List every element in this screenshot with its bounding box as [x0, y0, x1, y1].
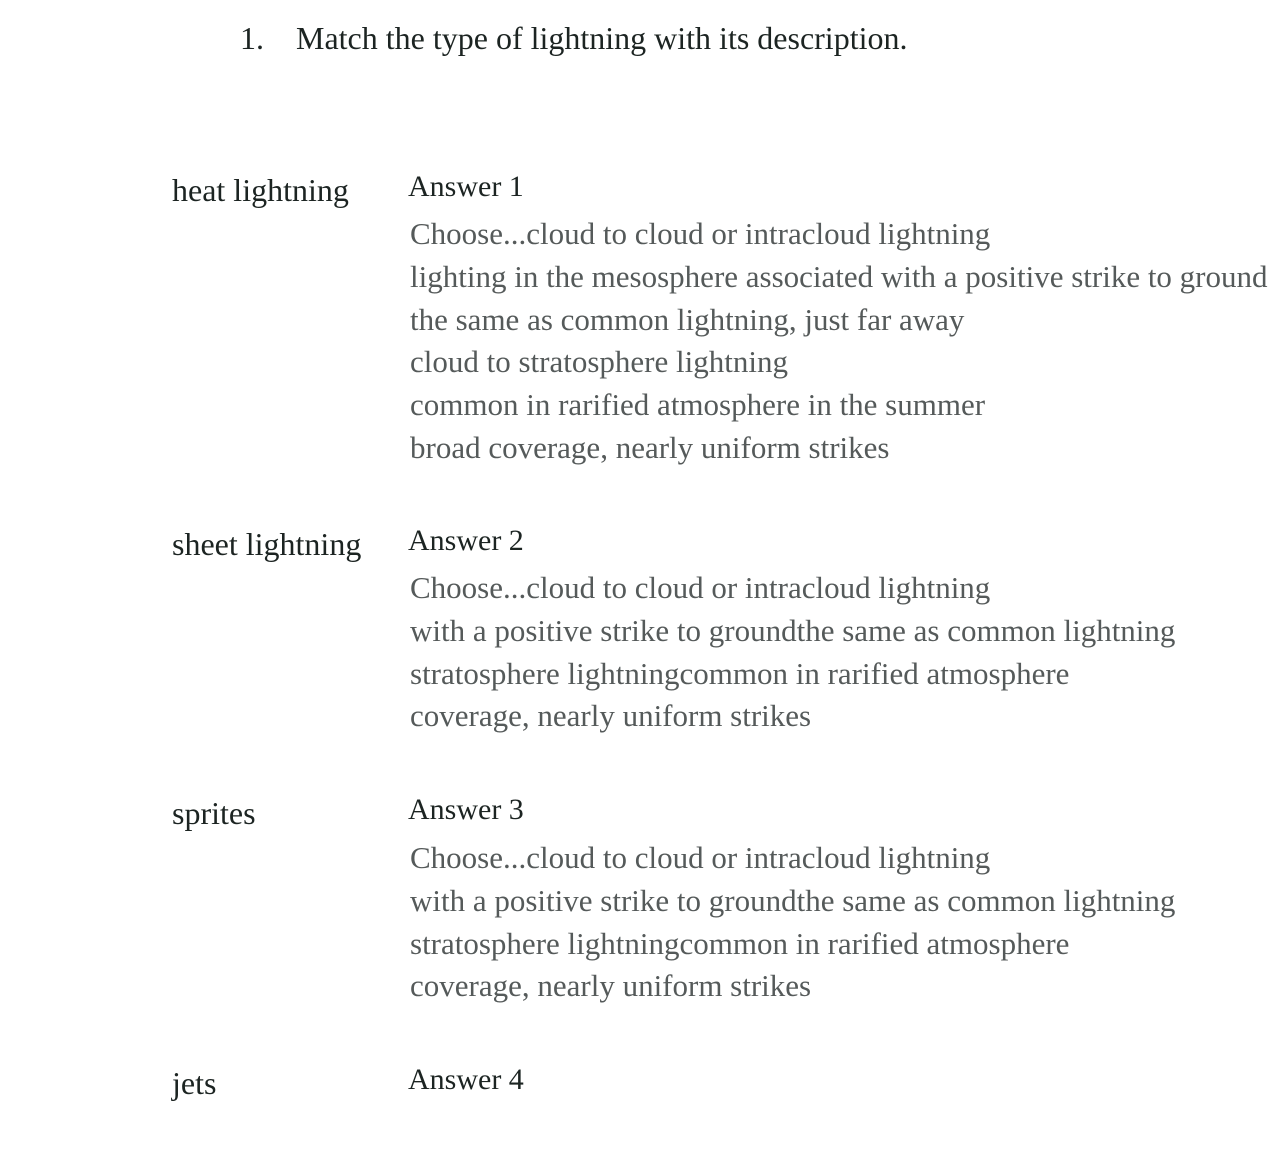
- question-text: Match the type of lightning with its description.: [296, 20, 908, 56]
- answer-2-label: Answer 2: [408, 524, 524, 557]
- answer-2-select[interactable]: [410, 567, 1176, 738]
- term-heat-lightning: heat lightning: [172, 172, 349, 208]
- answer-3-option[interactable]: coverage, nearly uniform strikes: [410, 968, 812, 1004]
- question-title: [240, 18, 907, 58]
- answer-1-option[interactable]: Choose...cloud to cloud or intracloud lightning: [410, 216, 991, 251]
- answer-1-option[interactable]: cloud to stratosphere lightning: [410, 344, 788, 380]
- term-jets: jets: [172, 1065, 217, 1101]
- answer-1-option[interactable]: broad coverage, nearly uniform strikes: [410, 429, 890, 465]
- answer-4-label: Answer 4: [408, 1063, 524, 1096]
- answer-2-option[interactable]: with a positive strike to groundthe same as common lightning: [410, 612, 1176, 648]
- answer-3-label: Answer 3: [408, 793, 524, 826]
- answer-3-select[interactable]: [410, 837, 1176, 1008]
- answer-3-option[interactable]: Choose...cloud to cloud or intracloud lightning: [410, 840, 991, 875]
- answer-3-option[interactable]: with a positive strike to groundthe same as common lightning: [410, 882, 1176, 918]
- answer-2-option[interactable]: coverage, nearly uniform strikes: [410, 698, 812, 734]
- answer-1-option[interactable]: the same as common lightning, just far away: [410, 301, 965, 337]
- answer-1-label: Answer 1: [408, 170, 524, 203]
- answer-1-select[interactable]: [410, 213, 1268, 470]
- answer-1-option[interactable]: common in rarified atmosphere in the summer: [410, 387, 986, 423]
- answer-2-option[interactable]: stratosphere lightningcommon in rarified atmosphere: [410, 655, 1070, 691]
- answer-1-option[interactable]: lighting in the mesosphere associated with a positive strike to ground: [410, 258, 1268, 294]
- term-sprites: sprites: [172, 795, 256, 831]
- question-number: 1.: [240, 20, 264, 56]
- answer-3-option[interactable]: stratosphere lightningcommon in rarified atmosphere: [410, 925, 1070, 961]
- answer-2-option[interactable]: Choose...cloud to cloud or intracloud lightning: [410, 570, 991, 605]
- term-sheet-lightning: sheet lightning: [172, 526, 362, 562]
